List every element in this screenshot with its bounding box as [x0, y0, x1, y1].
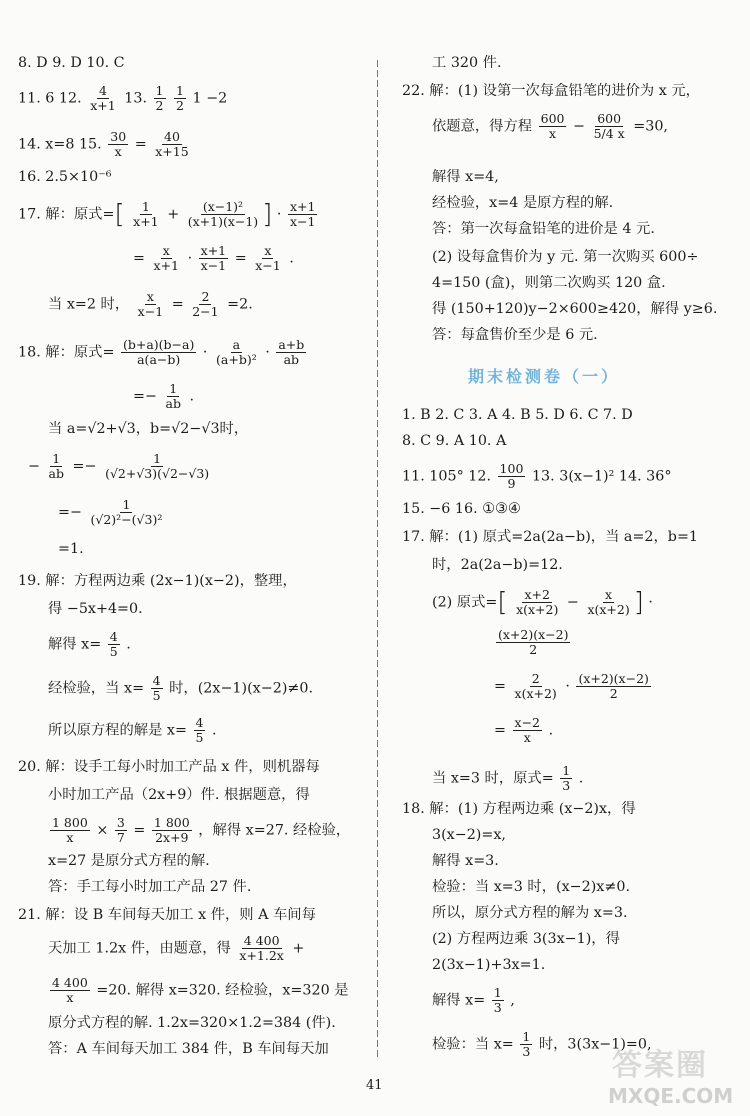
answer-line [432, 588, 653, 617]
text: · [648, 594, 653, 611]
text: · [265, 344, 270, 361]
fraction [121, 338, 196, 367]
fraction [496, 628, 570, 657]
answer-line: 答：A 车间每天加工 384 件，B 车间每天加 [48, 1041, 329, 1057]
answer-line [58, 498, 166, 527]
denominator: 2−1 [192, 304, 219, 319]
text: 18. 解：原式= [18, 344, 115, 361]
denominator: x−1 [289, 214, 316, 229]
text: =20. 解得 x=320. 经检验，x=320 是 [96, 982, 349, 999]
numerator: 4 [109, 629, 118, 644]
text: 解得 x= [48, 636, 102, 653]
answer-line: 2(3x−1)+3x=1. [432, 957, 546, 973]
numerator: 1 [153, 451, 162, 466]
denominator: 5 [152, 688, 161, 703]
numerator: 1 800 [52, 815, 88, 830]
numerator: 2 [201, 289, 210, 304]
numerator: 30 [110, 129, 127, 144]
answer-line [48, 716, 217, 745]
answer-line [432, 986, 515, 1015]
fraction [539, 112, 567, 141]
numerator: 1 [176, 83, 184, 98]
answer-line: 所以，原分式方程的解为 x=3. [432, 905, 628, 921]
text: 13. 3(x−1)² 14. 36° [531, 468, 672, 485]
answer-line: 当 a=√2+√3，b=√2−√3时， [48, 421, 249, 437]
denominator: x−1 [255, 258, 281, 273]
answer-line: 检验：当 x=3 时，(x−2)x≠0. [432, 879, 630, 895]
numerator: 4 400 [243, 933, 280, 948]
numerator: 4 [152, 673, 161, 688]
text: 当 x=3 时，原式= [432, 770, 554, 787]
fraction [47, 452, 66, 481]
numerator: 1 [493, 985, 502, 1000]
answer-line: 答：第一次每盒铅笔的进价是 4 元. [432, 221, 655, 237]
fraction [89, 498, 165, 527]
numerator: x [264, 243, 272, 258]
fraction [592, 112, 627, 141]
fraction [199, 244, 228, 273]
answer-line: 得 −5x+4=0. [48, 601, 143, 617]
denominator: ab [283, 352, 300, 367]
text: =2. [227, 296, 253, 313]
numerator: 600 [597, 111, 622, 126]
answer-line: 16. 2.5×10⁻⁶ [18, 169, 112, 185]
answer-line: (2) 设每盒售价为 y 元. 第一次购买 600÷ [432, 249, 699, 265]
denominator: 2 [609, 686, 618, 701]
text: 17. 解：原式= [18, 206, 115, 223]
answer-line [48, 290, 253, 319]
fraction [152, 816, 192, 845]
answer-line: 20. 解：设手工每小时加工产品 x 件，则机器每 [18, 759, 320, 775]
fraction [576, 672, 650, 701]
text: 所以原方程的解是 x= [48, 722, 187, 739]
answer-line [48, 816, 350, 845]
answer-line: 22. 解：(1) 设第一次每盒铅笔的进价为 x 元， [402, 83, 700, 99]
numerator: x−2 [514, 715, 541, 730]
text: . [578, 770, 584, 787]
denominator: 3 [562, 778, 571, 793]
watermark [602, 1040, 747, 1112]
fraction [154, 84, 166, 113]
bracket: ] [262, 199, 273, 230]
text: = [494, 722, 506, 739]
fraction [136, 290, 165, 319]
answer-line: 解得 x=3. [432, 853, 499, 869]
answer-line [18, 200, 319, 229]
numerator: 4 400 [52, 975, 88, 990]
numerator: 3 [116, 815, 125, 830]
fraction [190, 290, 220, 319]
fraction [153, 130, 190, 159]
numerator: 600 [540, 111, 565, 126]
fraction [131, 200, 160, 229]
answer-line: 15. −6 16. ①③④ [402, 501, 521, 517]
answer-line: 19. 解：方程两边乘 (2x−1)(x−2)，整理， [18, 573, 297, 589]
answer-line [402, 462, 672, 491]
text: − [573, 118, 586, 135]
answer-line [48, 674, 313, 703]
bracket: ] [633, 587, 644, 618]
numerator: a+b [278, 337, 305, 352]
text: (2) 原式= [432, 594, 498, 611]
answer-line: 原分式方程的解. 1.2x=320×1.2=384 (件). [48, 1015, 336, 1031]
numerator: a [232, 337, 241, 352]
answer-line: =1. [58, 541, 84, 557]
fraction [492, 986, 504, 1015]
denominator: x(x+2) [587, 602, 630, 617]
fraction [513, 672, 559, 701]
answer-line: 8. C 9. A 10. A [402, 433, 507, 449]
fraction [186, 200, 260, 229]
numerator: 40 [164, 129, 180, 144]
denominator: x+1.2x [239, 948, 284, 963]
text: · [202, 344, 208, 361]
text: 14. x=8 15. [18, 136, 102, 153]
text: ，解得 x=27. 经检验， [198, 822, 351, 839]
text: = [133, 822, 146, 839]
numerator: 1 [122, 497, 131, 512]
text: =− [72, 458, 97, 475]
denominator: 9 [507, 476, 516, 491]
denominator: 2 [155, 98, 164, 113]
text: . [289, 250, 294, 267]
answer-line: 小时加工产品（2x+9）件. 根据题意，得 [48, 787, 310, 803]
denominator: x−1 [137, 304, 164, 319]
answer-line: 经检验，x=4 是原方程的解. [432, 195, 614, 211]
denominator: x [114, 144, 122, 159]
fraction [151, 674, 163, 703]
denominator: (x+1)(x−1) [187, 214, 259, 229]
answer-line [48, 976, 349, 1005]
fraction [50, 976, 90, 1005]
watermark-url: MXQE.COM [608, 1084, 734, 1108]
text: . [212, 722, 217, 739]
answer-line: 1. B 2. C 3. A 4. B 5. D 6. C 7. D [402, 407, 633, 423]
answer-line: 17. 解：(1) 原式=2a(2a−b)，当 a=2，b=1 [402, 529, 699, 545]
text: 依题意，得方程 [432, 118, 533, 135]
text: 13. [124, 90, 147, 107]
text: − [566, 594, 579, 611]
fraction [560, 764, 572, 793]
answer-line [48, 630, 131, 659]
denominator: x+1 [90, 98, 116, 113]
denominator: x [66, 990, 74, 1005]
denominator: a(a−b) [137, 352, 181, 367]
answer-line [432, 112, 668, 141]
text: . [548, 722, 554, 739]
denominator: 2 [529, 642, 538, 657]
text: 当 x=2 时， [48, 296, 130, 313]
numerator: (x+2)(x−2) [578, 671, 649, 686]
answer-line: 解得 x=4, [432, 169, 499, 185]
denominator: x [549, 126, 557, 141]
text: 解得 x= [432, 992, 486, 1009]
text: 天加工 1.2x 件，由题意，得 [48, 940, 231, 957]
fraction [514, 588, 560, 617]
denominator: ab [165, 396, 181, 411]
text: 检验：当 x= [432, 1036, 514, 1053]
text: 1 −2 [192, 90, 228, 107]
watermark-text: 答案圈 [612, 1048, 708, 1083]
text: =− [58, 504, 82, 521]
answer-line [133, 382, 194, 411]
answer-line: 21. 解：设 B 车间每天加工 x 件，则 A 车间每 [18, 907, 316, 923]
answer-line [28, 452, 213, 481]
answer-line: 18. 解：(1) 方程两边乘 (x−2)x，得 [402, 801, 636, 817]
fraction [276, 338, 306, 367]
fraction [103, 452, 211, 481]
denominator: (a+b)² [216, 352, 257, 367]
numerator: 1 [522, 1029, 531, 1044]
denominator: 5/4 x [593, 126, 625, 141]
answer-line: 3(x−2)=x, [432, 827, 506, 843]
answer-line: 时，2a(2a−b)=12. [432, 557, 563, 573]
numerator: x [605, 587, 613, 602]
fraction [194, 716, 206, 745]
text: · [565, 678, 570, 695]
answer-line: 8. D 9. D 10. C [18, 55, 125, 71]
fraction [498, 462, 526, 491]
answer-line [494, 628, 572, 657]
denominator: x−1 [200, 258, 227, 273]
denominator: (√2+√3)(√2−√3) [105, 466, 210, 481]
text: 经检验，当 x= [48, 680, 145, 697]
text: 11. 6 12. [18, 90, 82, 107]
answer-line: 工 320 件. [432, 55, 502, 71]
fraction [585, 588, 631, 617]
fraction [174, 84, 186, 113]
fraction [520, 1030, 532, 1059]
numerator: x+1 [289, 199, 316, 214]
fraction [88, 84, 117, 113]
fraction [164, 382, 183, 411]
numerator: 1 800 [153, 815, 190, 830]
denominator: 2 [176, 98, 184, 113]
fraction [253, 244, 282, 273]
denominator: x+1 [133, 214, 159, 229]
denominator: x [523, 730, 531, 745]
denominator: x(x+2) [514, 686, 557, 701]
answer-line [494, 672, 653, 701]
answer-line: x=27 是原分式方程的解. [48, 853, 210, 869]
text: − [28, 458, 40, 475]
numerator: 4 [98, 83, 107, 98]
answer-line [48, 934, 304, 963]
text: = [134, 136, 147, 153]
answer-line [133, 244, 294, 273]
denominator: 5 [195, 730, 204, 745]
numerator: 4 [195, 715, 204, 730]
denominator: x+15 [155, 144, 189, 159]
numerator: 1 [169, 381, 178, 396]
answer-line: (2) 方程两边乘 3(3x−1)，得 [432, 931, 620, 947]
answer-line: 答：每盒售价至少是 6 元. [432, 327, 598, 343]
denominator: x [66, 830, 74, 845]
fraction [50, 816, 90, 845]
denominator: 5 [109, 644, 118, 659]
denominator: 3 [522, 1044, 531, 1059]
numerator: 1 [141, 199, 150, 214]
answer-line: 答：手工每小时加工产品 27 件. [48, 879, 252, 895]
text: =− [133, 388, 157, 405]
text: 时，3(3x−1)=0, [538, 1036, 652, 1053]
numerator: x+1 [200, 243, 227, 258]
bracket: [ [114, 199, 125, 230]
bracket: [ [497, 587, 508, 618]
denominator: 7 [116, 830, 125, 845]
numerator: (b+a)(b−a) [123, 337, 195, 352]
fraction [108, 130, 128, 159]
denominator: ab [48, 466, 64, 481]
column-divider [377, 60, 378, 1060]
denominator: x+1 [153, 258, 180, 273]
answer-line [18, 338, 308, 367]
numerator: 1 [562, 763, 571, 778]
text: = [171, 296, 184, 313]
denominator: x(x+2) [516, 602, 559, 617]
text: = [133, 250, 145, 267]
answer-line: 4=150 (盒)，则第二次购买 120 盒. [432, 275, 666, 291]
text: · [187, 250, 193, 267]
numerator: (x+2)(x−2) [498, 627, 569, 642]
numerator: x [162, 243, 170, 258]
text: · [276, 206, 282, 223]
numerator: 1 [52, 451, 61, 466]
text: . [126, 636, 131, 653]
fraction [152, 244, 181, 273]
numerator: 2 [531, 671, 540, 686]
answer-line: 得 (150+120)y−2×600≥420，解得 y≥6. [432, 301, 718, 317]
numerator: 1 [155, 83, 164, 98]
text: =30, [633, 118, 668, 135]
text: = [494, 678, 506, 695]
numerator: 100 [499, 461, 524, 476]
section-heading: 期末检测卷（一） [468, 367, 621, 386]
numerator: x+2 [524, 587, 550, 602]
answer-line [18, 84, 227, 113]
denominator: (√2)²−(√3)² [90, 512, 163, 527]
fraction [237, 934, 285, 963]
text: 11. 105° 12. [402, 468, 491, 485]
fraction [513, 716, 542, 745]
numerator: (x−1)² [202, 199, 244, 214]
denominator: 3 [493, 1000, 502, 1015]
fraction [115, 816, 127, 845]
text: = [234, 250, 247, 267]
text: , [510, 992, 515, 1009]
text: + [292, 940, 305, 957]
page-number: 41 [366, 1078, 383, 1093]
denominator: 2x+9 [155, 830, 189, 845]
text: × [96, 822, 109, 839]
fraction [288, 200, 317, 229]
text: 时，(2x−1)(x−2)≠0. [169, 680, 314, 697]
answer-line [18, 130, 193, 159]
text: + [167, 206, 180, 223]
answer-line [494, 716, 553, 745]
numerator: x [146, 289, 154, 304]
answer-line [432, 764, 583, 793]
fraction [108, 630, 120, 659]
fraction [214, 338, 259, 367]
text: . [189, 388, 195, 405]
